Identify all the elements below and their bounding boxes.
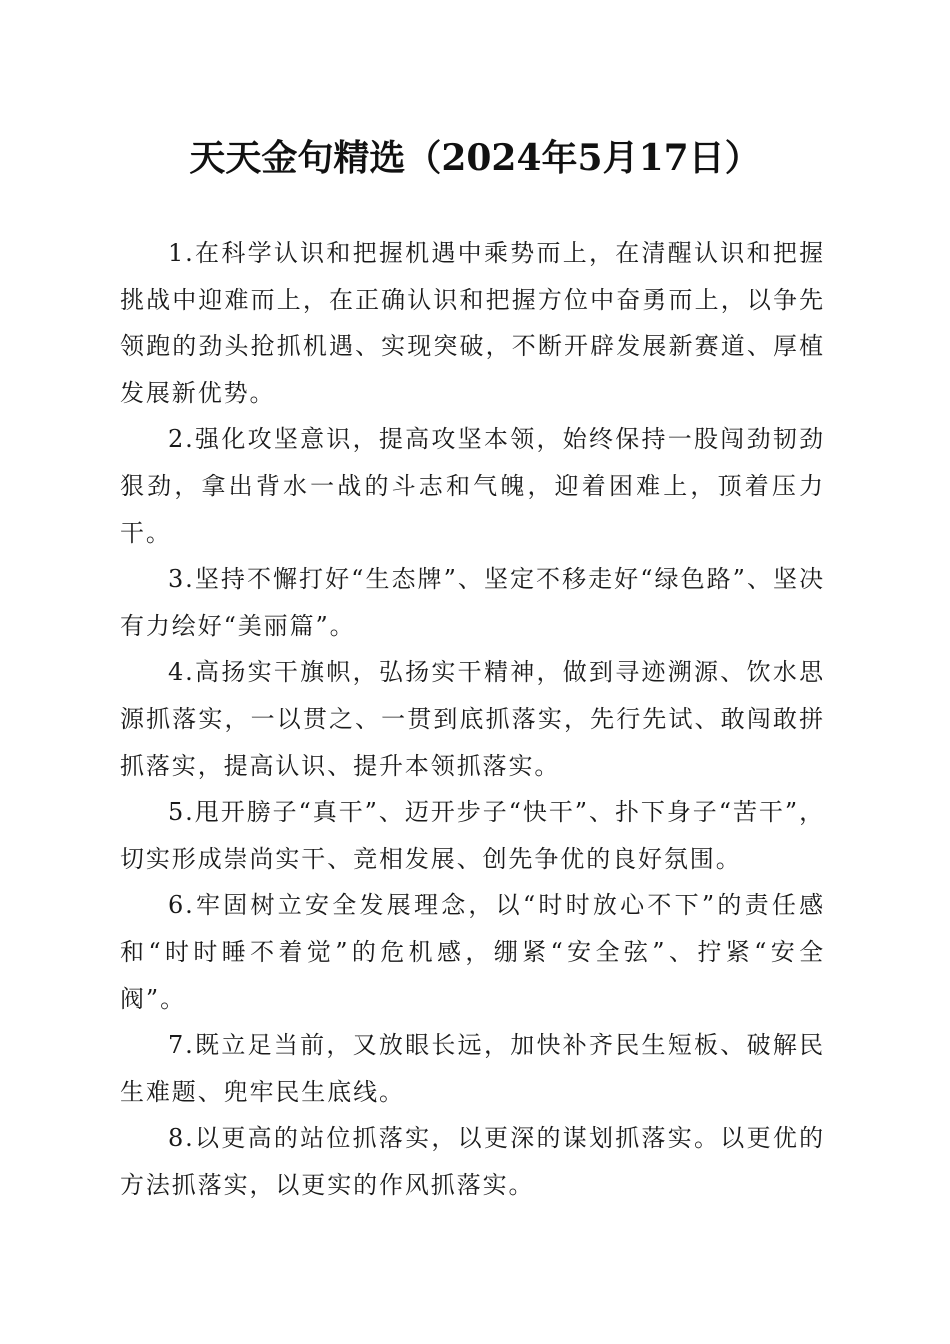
paragraph-4: 4.高扬实干旗帜，弘扬实干精神，做到寻迹溯源、饮水思源抓落实，一以贯之、一贯到底抓落实，先行先试、敢闯敢拼抓落实，提高认识、提升本领抓落实。 <box>120 658 825 780</box>
document-body <box>120 230 825 1208</box>
document-title: 天天金句精选（2024年5月17日） <box>189 137 761 179</box>
paragraph-8: 8.以更高的站位抓落实，以更深的谋划抓落实。以更优的方法抓落实，以更实的作风抓落实。 <box>120 1124 825 1199</box>
paragraph-5: 5.甩开膀子“真干”、迈开步子“快干”、扑下身子“苦干”，切实形成崇尚实干、竞相发展、创先争优的良好氛围。 <box>120 798 825 873</box>
paragraph-3: 3.坚持不懈打好“生态牌”、坚定不移走好“绿色路”、坚决有力绘好“美丽篇”。 <box>120 565 825 640</box>
paragraph-7: 7.既立足当前，又放眼长远，加快补齐民生短板、破解民生难题、兜牢民生底线。 <box>120 1031 825 1106</box>
paragraph-6: 6.牢固树立安全发展理念，以“时时放心不下”的责任感和“时时睡不着觉”的危机感，绷紧“安全弦”、拧紧“安全阀”。 <box>120 891 825 1013</box>
paragraph-1: 1.在科学认识和把握机遇中乘势而上，在清醒认识和把握挑战中迎难而上，在正确认识和把握方位中奋勇而上，以争先领跑的劲头抢抓机遇、实现突破，不断开辟发展新赛道、厚植发展新优势。 <box>120 239 825 407</box>
paragraph-2: 2.强化攻坚意识，提高攻坚本领，始终保持一股闯劲韧劲狠劲，拿出背水一战的斗志和气魄，迎着困难上，顶着压力干。 <box>120 425 825 547</box>
